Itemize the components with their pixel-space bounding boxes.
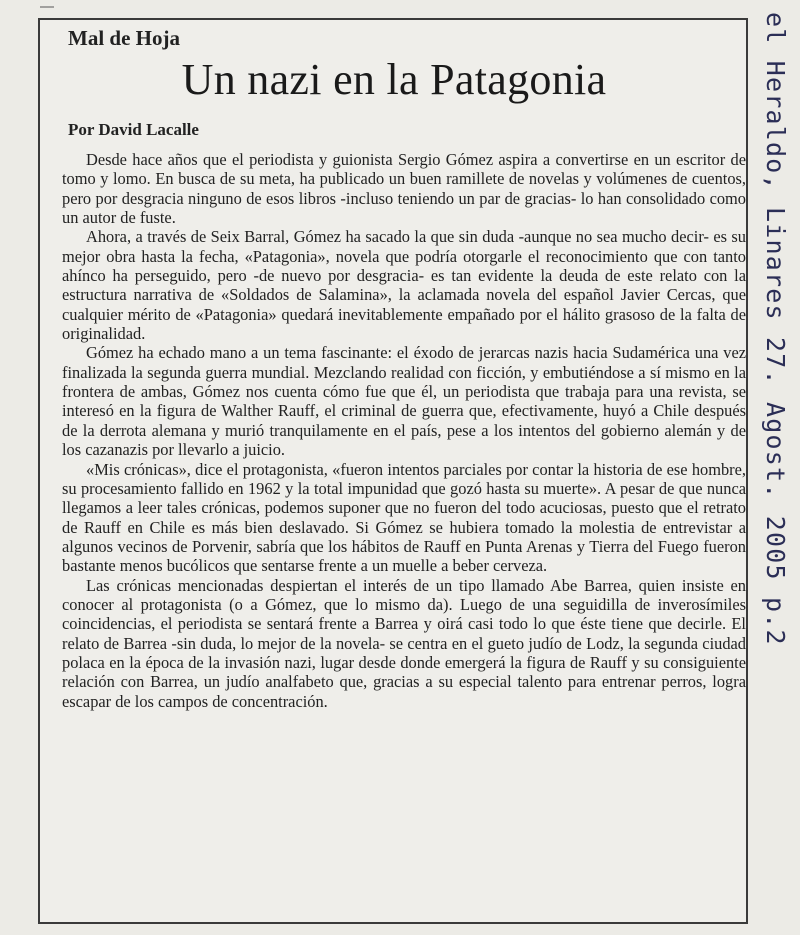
byline: Por David Lacalle: [68, 120, 199, 139]
paragraph: Desde hace años que el periodista y guionista Sergio Gómez aspira a convertirse en un escritor de tomo y lomo. En busca de su meta, ha publicado un buen ramillete de novelas y volúmenes de cuentos, pero por desgracia ninguno de esos libros -incluso teniendo un par de gracias- lo han consolidado como un autor de fuste.: [62, 150, 746, 228]
paragraph: Gómez ha echado mano a un tema fascinante: el éxodo de jerarcas nazis hacia Sudamérica una vez finalizada la segunda guerra mundial. Mezclando realidad con ficción, y embutiéndose a sí mismo en la frontera de ambas, Gómez nos cuenta cómo fue que él, un periodista que trabaja para una revista, se interesó en la figura de Walther Rauff, el criminal de guerra que, efectivamente, huyó a Chile después de la derrota alemana y murió tranquilamente en el país, pese a los intentos del gobierno alemán y de los cazanazis por llevarlo a juicio.: [62, 343, 746, 460]
handwritten-annotation: [760, 8, 800, 928]
column-name: Mal de Hoja: [68, 26, 180, 50]
scan-mark: [40, 6, 54, 16]
headline: Un nazi en la Patagonia: [181, 55, 607, 104]
paragraph: «Mis crónicas», dice el protagonista, «fueron intentos parciales por contar la historia de ese hombre, su procesamiento fallido en 1962 y la total impunidad que gozó hasta su muerte». A pesar de que nunca llegamos a leer tales crónicas, podemos suponer que no fueron del todo acuciosas, puesto que el retrato de Rauff en Chile es más bien deslavado. Si Gómez se hubiera tomado la molestia de entrevistar a algunos vecinos de Porvenir, sabría que los hábitos de Rauff en Punta Arenas y Tierra del Fuego fueron bastante menos bucólicos que sentarse frente a un muelle a beber cerveza.: [62, 459, 746, 576]
handwritten-source-note: el Heraldo, Linares 27. Agost. 2005 p.2: [761, 12, 790, 646]
paragraph: Las crónicas mencionadas despiertan el interés de un tipo llamado Abe Barrea, quien insiste en conocer al protagonista (o a Gómez, que lo mismo da). Luego de una seguidilla de inverosímiles coincidencias, el periodista se sentará frente a Barrea y oirá casi todo lo que éste tiene que decirle. El relato de Barrea -sin duda, lo mejor de la novela- se centra en el gueto judío de Lodz, la segunda ciudad polaca en la época de la invasión nazi, lugar desde donde emergerá la figura de Rauff y su consiguiente relación con Barrea, un judío analfabeto que, gracias a su especial talento para entrenar perros, logra escapar de los campos de concentración.: [62, 575, 746, 711]
article-body: [62, 150, 746, 711]
paragraph: Ahora, a través de Seix Barral, Gómez ha sacado la que sin duda -aunque no sea mucho decir- es su mejor obra hasta la fecha, «Patagonia», novela que podría otorgarle el reconocimiento que con tanto ahínco ha perseguido, pero -de nuevo por desgracia- es tan evidente la deuda de este relato con la estructura narrativa de «Soldados de Salamina», la aclamada novela del español Javier Cercas, que cualquier mérito de «Patagonia» quedará inevitablemente empañado por el hálito grasoso de la falta de originalidad.: [62, 227, 746, 344]
